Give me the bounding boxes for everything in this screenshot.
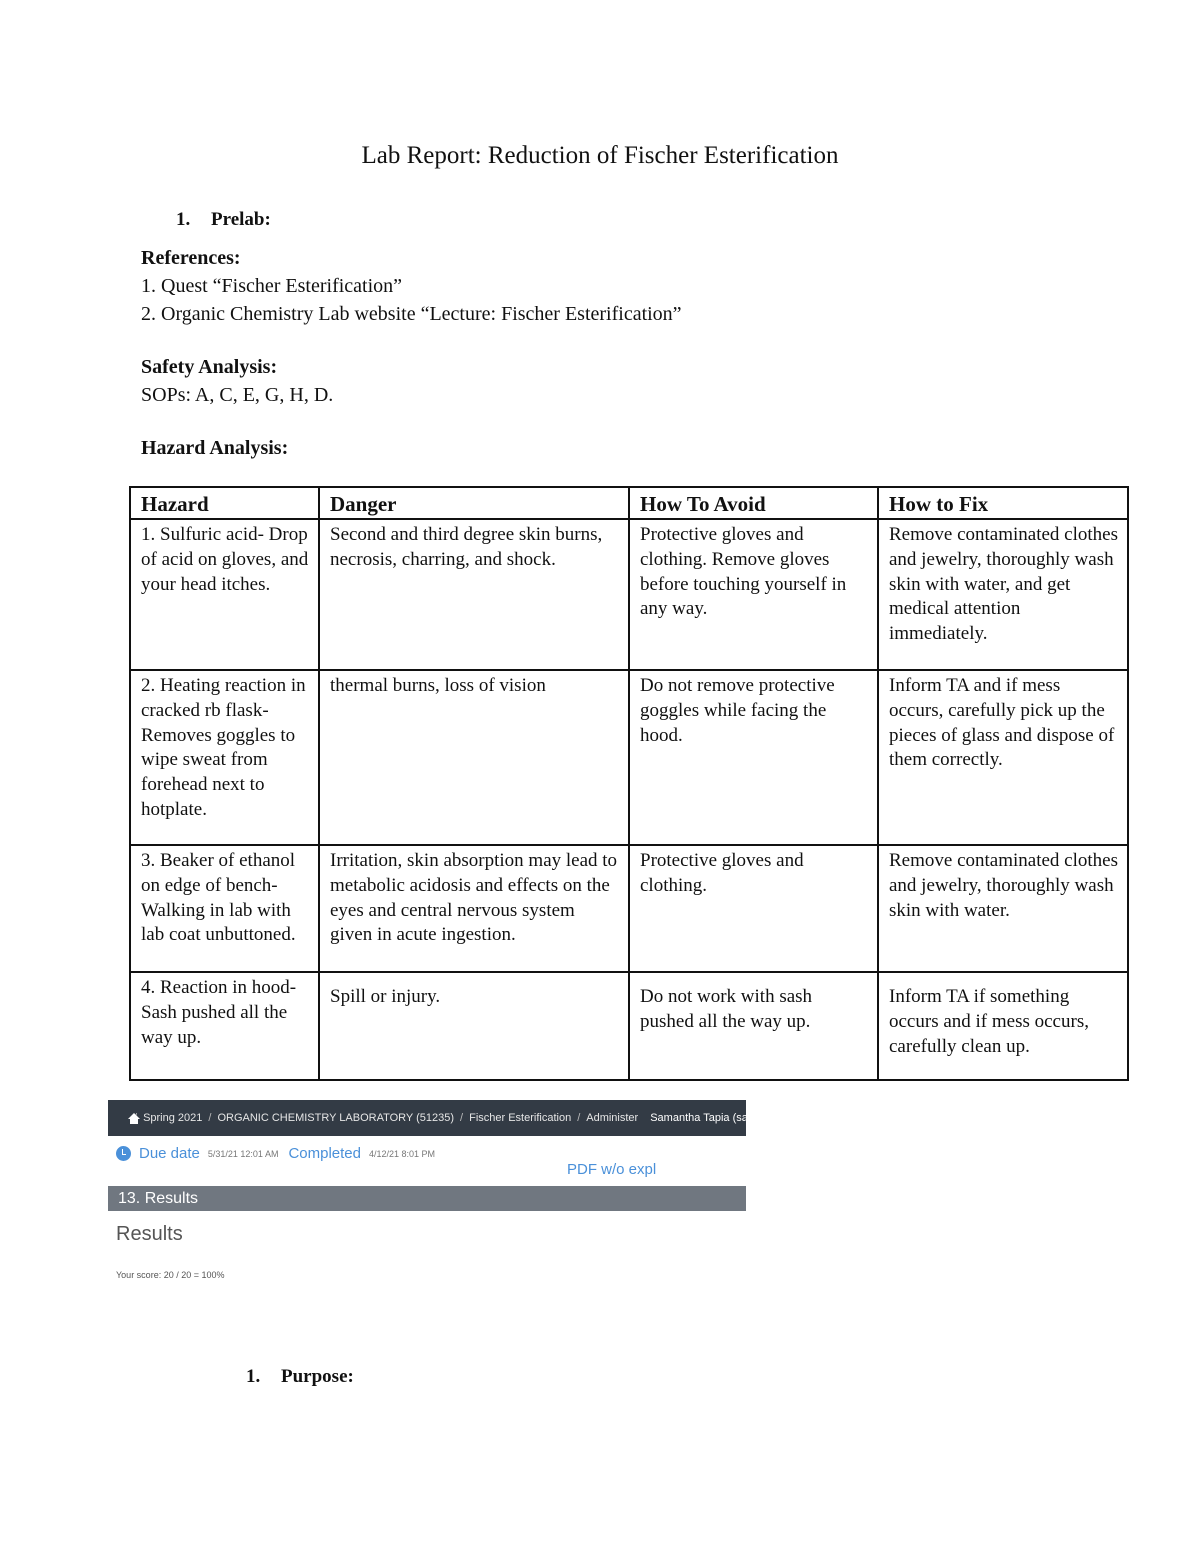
hazard-section	[141, 434, 288, 462]
table-cell: Spill or injury.	[319, 972, 629, 1080]
document-title: Lab Report: Reduction of Fischer Esterification	[361, 142, 839, 169]
completed-value: 4/12/21 8:01 PM	[369, 1148, 436, 1159]
table-cell: Do not work with sash pushed all the way up.	[629, 972, 878, 1080]
table-cell: 3. Beaker of ethanol on edge of bench- Walking in lab with lab coat unbuttoned.	[130, 845, 319, 972]
prelab-heading	[176, 209, 271, 231]
table-cell: Do not remove protective goggles while facing the hood.	[629, 670, 878, 845]
safety-text: SOPs: A, C, E, G, H, D.	[141, 384, 334, 406]
references-section	[141, 244, 682, 328]
table-cell: 1. Sulfuric acid- Drop of acid on gloves, and your head itches.	[130, 519, 319, 670]
due-date-label: Due date	[139, 1145, 200, 1162]
table-row	[130, 519, 1128, 670]
safety-heading: Safety Analysis:	[141, 356, 278, 378]
clock-icon	[116, 1146, 131, 1161]
user-name: Samantha Tapia (sat3224)	[650, 1112, 780, 1124]
results-section-bar: 13. Results	[108, 1186, 746, 1211]
hazard-heading: Hazard Analysis:	[141, 437, 289, 459]
table-cell: Remove contaminated clothes and jewelry, thoroughly wash skin with water, and get medical attention immediately.	[878, 519, 1128, 670]
table-cell: Second and third degree skin burns, necrosis, charring, and shock.	[319, 519, 629, 670]
pdf-link[interactable]: PDF w/o expl	[567, 1161, 657, 1178]
column-header-how-to-fix: How to Fix	[878, 487, 1128, 519]
references-heading: References:	[141, 247, 241, 269]
column-header-hazard: Hazard	[130, 487, 319, 519]
prelab-number: 1.	[176, 209, 191, 230]
purpose-label: Purpose:	[281, 1366, 354, 1387]
results-heading: Results	[116, 1223, 183, 1245]
embedded-results-screenshot	[108, 1100, 780, 1285]
purpose-number: 1.	[246, 1366, 261, 1387]
table-header-row	[130, 487, 1128, 519]
due-date-value: 5/31/21 12:01 AM	[207, 1148, 279, 1159]
prelab-label: Prelab:	[211, 209, 271, 230]
hazard-table	[129, 486, 1129, 1081]
table-cell: 4. Reaction in hood- Sash pushed all the way up.	[130, 972, 319, 1080]
purpose-heading	[246, 1366, 354, 1388]
table-cell: thermal burns, loss of vision	[319, 670, 629, 845]
table-cell: Inform TA and if mess occurs, carefully pick up the pieces of glass and dispose of them correctly.	[878, 670, 1128, 845]
table-row	[130, 972, 1128, 1080]
breadcrumb-item[interactable]: Spring 2021	[143, 1112, 203, 1124]
column-header-how-to-avoid: How To Avoid	[629, 487, 878, 519]
breadcrumb: / Spring 2021 / ORGANIC CHEMISTRY LABORATORY (51235) / Fischer Esterification / Administer Samantha Tapia (sat3224)	[108, 1100, 746, 1136]
due-date-row	[116, 1145, 445, 1162]
table-cell: Irritation, skin absorption may lead to metabolic acidosis and effects on the eyes and central nervous system given in acute ingestion.	[319, 845, 629, 972]
completed-label: Completed	[288, 1145, 361, 1162]
reference-item: 1. Quest “Fischer Esterification”	[141, 275, 403, 297]
score-text: Your score: 20 / 20 = 100%	[116, 1270, 225, 1280]
table-row	[130, 670, 1128, 845]
breadcrumb-item[interactable]: Fischer Esterification	[469, 1112, 572, 1124]
table-cell: Inform TA if something occurs and if mess occurs, carefully clean up.	[878, 972, 1128, 1080]
breadcrumb-item[interactable]: ORGANIC CHEMISTRY LABORATORY (51235)	[217, 1112, 455, 1124]
column-header-danger: Danger	[319, 487, 629, 519]
safety-section	[141, 353, 333, 409]
reference-item: 2. Organic Chemistry Lab website “Lecture: Fischer Esterification”	[141, 303, 682, 325]
table-cell: Remove contaminated clothes and jewelry, thoroughly wash skin with water.	[878, 845, 1128, 972]
breadcrumb-item[interactable]: Administer	[586, 1112, 639, 1124]
table-cell: 2. Heating reaction in cracked rb flask- Removes goggles to wipe sweat from forehead next to hotplate.	[130, 670, 319, 845]
table-cell: Protective gloves and clothing.	[629, 845, 878, 972]
table-cell: Protective gloves and clothing. Remove gloves before touching yourself in any way.	[629, 519, 878, 670]
table-row	[130, 845, 1128, 972]
